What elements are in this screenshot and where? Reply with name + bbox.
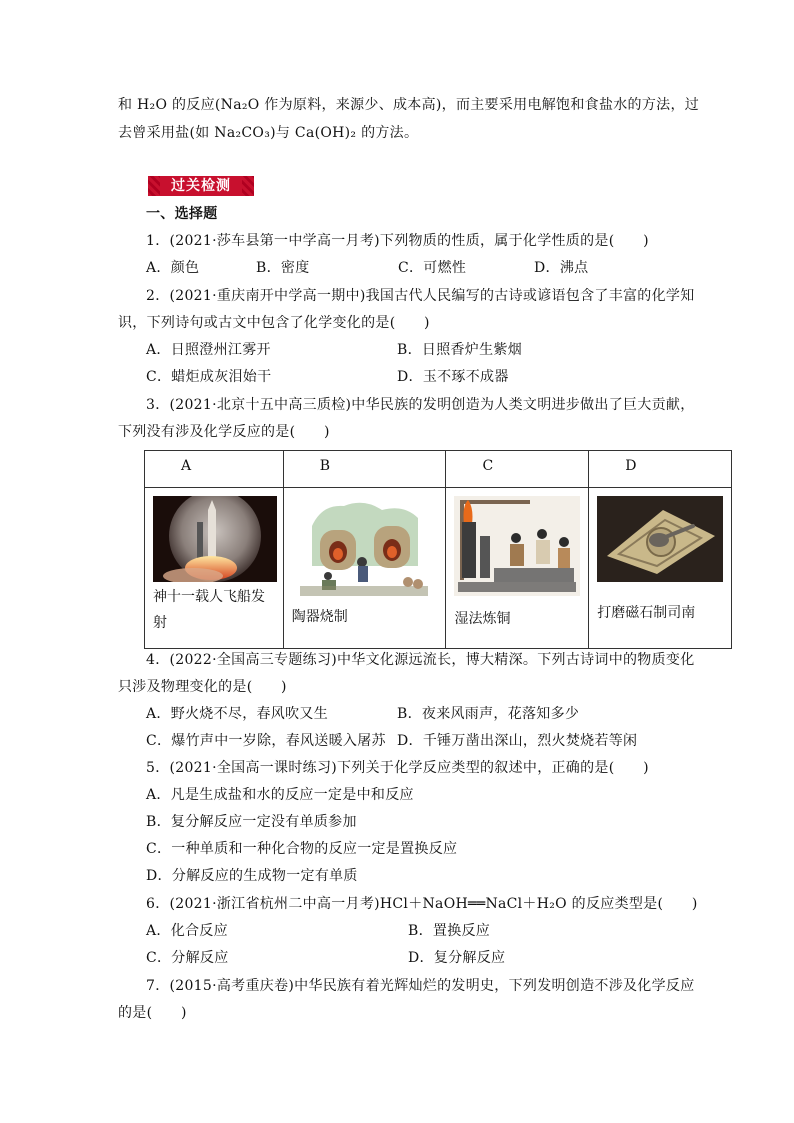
copper-smelting-image bbox=[454, 496, 580, 596]
q3-cell-d bbox=[589, 488, 732, 649]
q1-option-c: C．可燃性 bbox=[398, 260, 467, 276]
q5-stem: 5．(2021·全国高一课时练习)下列关于化学反应类型的叙述中，正确的是( ) bbox=[146, 760, 649, 776]
q3-cell-c bbox=[446, 488, 589, 649]
q1-option-b: B．密度 bbox=[256, 260, 310, 276]
q3-options-table bbox=[144, 450, 732, 649]
q3-caption-a-1: 神十一载人飞船发 bbox=[153, 589, 265, 605]
intro-line-2: 去曾采用盐(如 Na₂CO₃)与 Ca(OH)₂ 的方法。 bbox=[118, 125, 419, 141]
intro-line-1: 和 H₂O 的反应(Na₂O 作为原料，来源少、成本高)，而主要采用电解饱和食盐水的方法，过 bbox=[118, 97, 700, 113]
q2-option-c: C．蜡炬成灰泪始干 bbox=[146, 369, 272, 385]
q3-cell-a bbox=[145, 488, 284, 649]
q2-option-d: D．玉不琢不成器 bbox=[397, 369, 509, 385]
subsection-title: 一、选择题 bbox=[146, 206, 218, 222]
q3-caption-b: 陶器烧制 bbox=[291, 609, 348, 625]
q3-stem-2: 下列没有涉及化学反应的是( ) bbox=[118, 424, 330, 440]
q1-stem: 1．(2021·莎车县第一中学高一月考)下列物质的性质，属于化学性质的是( ) bbox=[146, 233, 649, 249]
section-heading bbox=[148, 176, 254, 196]
q1-option-d: D．沸点 bbox=[534, 260, 589, 276]
q6-option-d: D．复分解反应 bbox=[408, 950, 506, 966]
q3-header-c: C bbox=[446, 451, 589, 488]
pottery-kiln-image bbox=[292, 496, 438, 606]
q5-option-a: A．凡是生成盐和水的反应一定是中和反应 bbox=[146, 787, 414, 803]
rocket-launch-image bbox=[153, 496, 277, 582]
q4-option-c: C．爆竹声中一岁除，春风送暖入屠苏 bbox=[146, 733, 386, 749]
q5-option-c: C．一种单质和一种化合物的反应一定是置换反应 bbox=[146, 841, 458, 857]
q1-option-a: A．颜色 bbox=[146, 260, 200, 276]
q4-stem-2: 只涉及物理变化的是( ) bbox=[118, 679, 287, 695]
section-heading-label: 过关检测 bbox=[160, 176, 242, 196]
q3-caption-a-2: 射 bbox=[153, 615, 167, 631]
q3-header-b: B bbox=[283, 451, 446, 488]
q6-option-b: B．置换反应 bbox=[408, 923, 491, 939]
q5-option-d: D．分解反应的生成物一定有单质 bbox=[146, 868, 358, 884]
q4-stem-1: 4．(2022·全国高三专题练习)中华文化源远流长，博大精深。下列古诗词中的物质变化 bbox=[146, 652, 695, 668]
q6-stem: 6．(2021·浙江省杭州二中高一月考)HCl＋NaOH══NaCl＋H₂O 的反应类型是( ) bbox=[146, 896, 698, 912]
q7-stem-2: 的是( ) bbox=[118, 1005, 187, 1021]
q5-option-b: B．复分解反应一定没有单质参加 bbox=[146, 814, 357, 830]
q2-option-a: A．日照澄州江雾开 bbox=[146, 342, 271, 358]
compass-sinan-image bbox=[597, 496, 723, 582]
q4-option-a: A．野火烧不尽，春风吹又生 bbox=[146, 706, 329, 722]
q3-header-a: A bbox=[145, 451, 284, 488]
q2-stem-1: 2．(2021·重庆南开中学高一期中)我国古代人民编写的古诗或谚语包含了丰富的化学知 bbox=[146, 288, 695, 304]
q3-caption-c: 湿法炼铜 bbox=[454, 611, 511, 627]
q4-option-d: D．千锤万凿出深山，烈火焚烧若等闲 bbox=[397, 733, 638, 749]
q6-option-a: A．化合反应 bbox=[146, 923, 228, 939]
q2-stem-2: 识，下列诗句或古文中包含了化学变化的是( ) bbox=[118, 315, 430, 331]
q2-option-b: B．日照香炉生紫烟 bbox=[397, 342, 522, 358]
q6-option-c: C．分解反应 bbox=[146, 950, 229, 966]
q4-option-b: B．夜来风雨声，花落知多少 bbox=[397, 706, 580, 722]
q3-caption-d: 打磨磁石制司南 bbox=[597, 605, 696, 621]
q3-stem-1: 3．(2021·北京十五中高三质检)中华民族的发明创造为人类文明进步做出了巨大贡献， bbox=[146, 397, 695, 413]
q3-header-d: D bbox=[589, 451, 732, 488]
q7-stem-1: 7．(2015·高考重庆卷)中华民族有着光辉灿烂的发明史，下列发明创造不涉及化学反应 bbox=[146, 978, 695, 994]
q3-cell-b bbox=[283, 488, 446, 649]
